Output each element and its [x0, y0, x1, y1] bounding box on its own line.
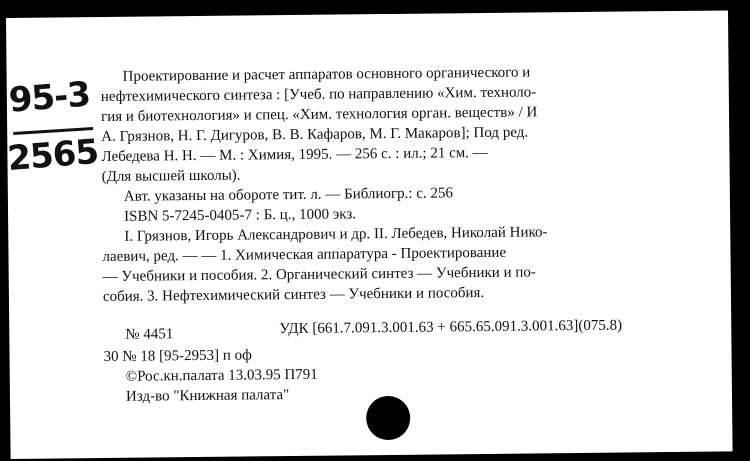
- record-number: № 4451: [125, 326, 174, 343]
- card-line: (Для высшей школы).: [101, 167, 241, 186]
- card-line: нефтехимического синтеза : [Учеб. по направлению «Хим. техноло-: [100, 84, 537, 106]
- publisher-name: Изд-во "Книжная палата": [125, 387, 290, 405]
- card-line: лаевич, ред. — — 1. Химическая аппаратура - Проектирование: [102, 244, 507, 266]
- card-line: А. Грязнов, Н. Г. Дигуров, В. В. Кафаров, М. Г. Макаров]; Под ред.: [101, 124, 529, 146]
- handwritten-code-bottom: 2565: [6, 131, 100, 180]
- card-line: — Учебники и пособия. 2. Органический синтез — Учебники и по-: [102, 264, 536, 286]
- udk-classification: УДК [661.7.091.3.001.63 + 665.65.091.3.001.63](075.8): [279, 317, 623, 338]
- book-chamber-stamp: ©Рос.кн.палата 13.03.95 П791: [125, 366, 318, 385]
- catalog-card: [6, 10, 733, 459]
- handwritten-code-top: 95-3: [7, 74, 92, 121]
- card-line: I. Грязнов, Игорь Александрович и др. II. Лебедев, Николай Нико-: [124, 224, 548, 245]
- card-line: собия. 3. Нефтехимический синтез — Учебники и пособия.: [102, 285, 485, 305]
- card-line: ISBN 5-7245-0405-7 : Б. ц., 1000 экз.: [124, 206, 357, 225]
- card-line: Авт. указаны на обороте тит. л. — Библиогр.: с. 256: [123, 185, 454, 205]
- punch-hole: [366, 396, 410, 440]
- card-line: Проектирование и расчет аппаратов основного органического и: [122, 64, 531, 85]
- registry-line: 30 № 18 [95-2953] п оф: [103, 347, 252, 365]
- card-line: гия и биотехнология» и спец. «Хим. технология орган. веществ» / И: [100, 104, 538, 126]
- card-line: Лебедева Н. Н. — М. : Химия, 1995. — 256 с. : ил.; 21 см. —: [101, 144, 488, 166]
